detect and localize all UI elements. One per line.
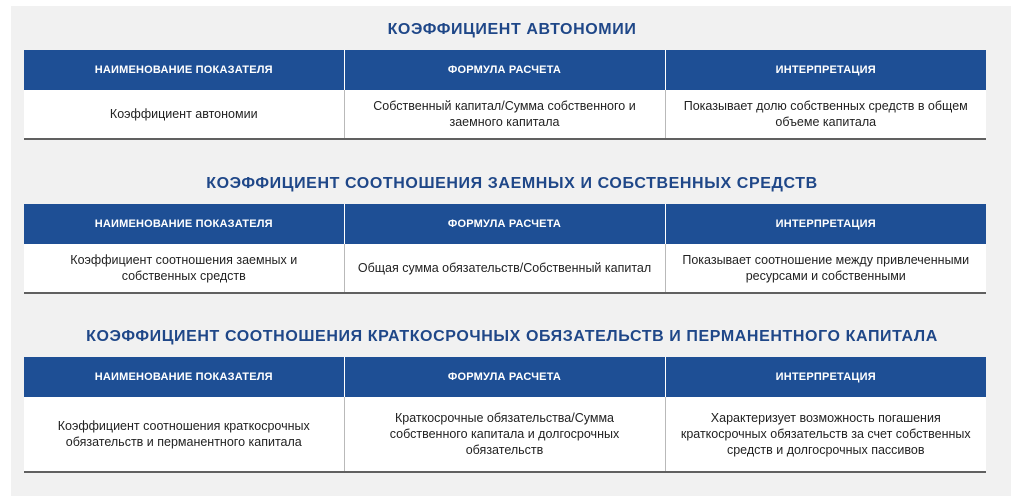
header-formula: ФОРМУЛА РАСЧЕТА xyxy=(344,50,665,90)
header-formula: ФОРМУЛА РАСЧЕТА xyxy=(344,357,665,397)
section-title-autonomy: КОЭФФИЦИЕНТ АВТОНОМИИ xyxy=(387,21,637,38)
table-autonomy xyxy=(24,50,986,140)
cell-indicator-name: Коэффициент автономии xyxy=(24,90,344,139)
table-row xyxy=(24,90,986,139)
table-row xyxy=(24,397,986,472)
header-interpretation: ИНТЕРПРЕТАЦИЯ xyxy=(665,204,986,244)
table-header-row xyxy=(24,50,986,90)
cell-interpretation: Характеризует возможность погашения краткосрочных обязательств за счет собственных средств и долгосрочных пассивов xyxy=(665,397,986,472)
header-interpretation: ИНТЕРПРЕТАЦИЯ xyxy=(665,50,986,90)
cell-formula: Общая сумма обязательств/Собственный капитал xyxy=(344,244,665,293)
table-debt-equity xyxy=(24,204,986,294)
header-indicator-name: НАИМЕНОВАНИЕ ПОКАЗАТЕЛЯ xyxy=(24,357,344,397)
cell-indicator-name: Коэффициент соотношения заемных и собственных средств xyxy=(24,244,344,293)
cell-formula: Собственный капитал/Сумма собственного и заемного капитала xyxy=(344,90,665,139)
header-formula: ФОРМУЛА РАСЧЕТА xyxy=(344,204,665,244)
header-indicator-name: НАИМЕНОВАНИЕ ПОКАЗАТЕЛЯ xyxy=(24,50,344,90)
cell-interpretation: Показывает соотношение между привлеченными ресурсами и собственными xyxy=(665,244,986,293)
cell-formula: Краткосрочные обязательства/Сумма собственного капитала и долгосрочных обязательств xyxy=(344,397,665,472)
header-indicator-name: НАИМЕНОВАНИЕ ПОКАЗАТЕЛЯ xyxy=(24,204,344,244)
header-interpretation: ИНТЕРПРЕТАЦИЯ xyxy=(665,357,986,397)
table-header-row xyxy=(24,204,986,244)
section-title-debt-equity: КОЭФФИЦИЕНТ СООТНОШЕНИЯ ЗАЕМНЫХ И СОБСТВЕННЫХ СРЕДСТВ xyxy=(206,175,818,192)
cell-indicator-name: Коэффициент соотношения краткосрочных обязательств и перманентного капитала xyxy=(24,397,344,472)
cell-interpretation: Показывает долю собственных средств в общем объеме капитала xyxy=(665,90,986,139)
table-shortterm-permanent xyxy=(24,357,986,473)
table-header-row xyxy=(24,357,986,397)
section-title-shortterm-permanent: КОЭФФИЦИЕНТ СООТНОШЕНИЯ КРАТКОСРОЧНЫХ ОБЯЗАТЕЛЬСТВ И ПЕРМАНЕНТНОГО КАПИТАЛА xyxy=(86,328,938,345)
table-row xyxy=(24,244,986,293)
